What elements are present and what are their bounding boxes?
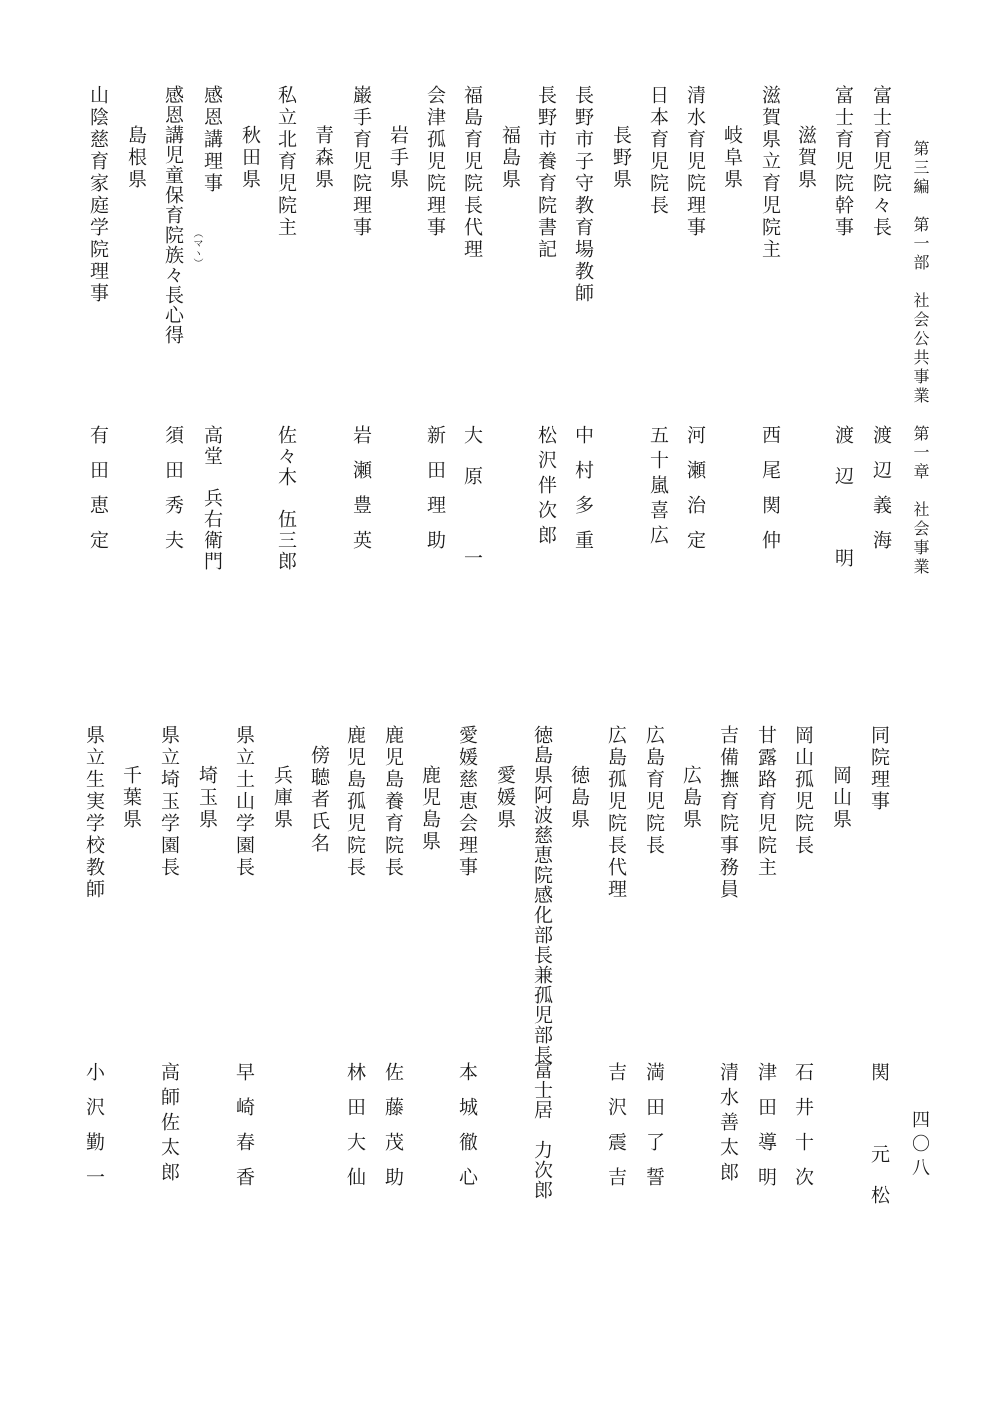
- entry-title: 徳島県阿波慈恵院感化部長兼孤児部長: [531, 725, 553, 1065]
- prefecture-heading: 埼玉県: [196, 765, 218, 831]
- entry-title: 富士育児院幹事: [832, 85, 854, 239]
- entry-name: 中村多重: [572, 425, 594, 565]
- entry-title: 県立埼玉学園長: [158, 725, 180, 879]
- entry-title: 山陰慈育家庭学院理事: [87, 85, 109, 305]
- entry-title: 県立生実学校教師: [83, 725, 105, 901]
- prefecture-heading: 兵庫県: [271, 765, 293, 831]
- prefecture-heading: 島根県: [125, 125, 147, 191]
- entry-title: 日本育児院長: [647, 85, 669, 217]
- entry-name: 早崎春香: [233, 1062, 255, 1202]
- entry-name: 佐々木 伍三郎: [275, 425, 297, 572]
- entry-title: 広島孤児院長代理: [605, 725, 627, 901]
- prefecture-heading: 青森県: [312, 125, 334, 191]
- entry-name: 本城徹心: [456, 1062, 478, 1202]
- prefecture-heading: 千葉県: [120, 765, 142, 831]
- entry-title: 清水育児院理事: [684, 85, 706, 239]
- prefecture-heading: 広島県: [680, 765, 702, 831]
- entry-title: 岡山孤児院長: [792, 725, 814, 857]
- entry-name: 河瀬治定: [684, 425, 706, 565]
- entry-name: 津田導明: [755, 1062, 777, 1202]
- entry-title: 同院理事: [868, 725, 890, 813]
- entry-name: 林田大仙: [344, 1062, 366, 1202]
- prefecture-heading: 岡山県: [830, 765, 852, 831]
- prefecture-heading: 岐阜県: [721, 125, 743, 191]
- entry-title: 愛媛慈恵会理事: [456, 725, 478, 879]
- prefecture-heading: 徳島県: [568, 765, 590, 831]
- entry-name: 石井十次: [792, 1062, 814, 1202]
- entry-title: 県立土山学園長: [233, 725, 255, 879]
- entry-name: 大原 一: [461, 425, 483, 589]
- page-number: 四〇八: [909, 1110, 930, 1182]
- entry-title: 鹿児島孤児院長: [344, 725, 366, 879]
- entry-name: 関 元松: [868, 1062, 890, 1226]
- entry-title: 長野市子守教育場教師: [572, 85, 594, 305]
- entry-name: 五十嵐喜広: [647, 425, 669, 550]
- prefecture-heading: 秋田県: [239, 125, 261, 191]
- prefecture-heading: 鹿児島県: [419, 765, 441, 853]
- entry-name: 清水善太郎: [717, 1062, 739, 1187]
- entry-name: 松沢伴次郎: [535, 425, 557, 550]
- entry-title: 感恩講児童保育院族々長心得: [162, 85, 184, 345]
- entry-name: 渡辺 明: [832, 425, 854, 589]
- prefecture-heading: 滋賀県: [795, 125, 817, 191]
- entry-name: 岩瀬豊英: [350, 425, 372, 565]
- entry-title: 会津孤児院理事: [424, 85, 446, 239]
- prefecture-heading: 愛媛県: [494, 765, 516, 831]
- entry-title: 滋賀県立育児院主: [759, 85, 781, 261]
- entry-title: 鹿児島養育院長: [382, 725, 404, 879]
- entry-name: 渡辺義海: [870, 425, 892, 565]
- entry-title: 富士育児院々長: [870, 85, 892, 239]
- entry-title: 甘露路育児院主: [755, 725, 777, 879]
- editorial-sic-mark: （マヽ）: [191, 228, 202, 268]
- prefecture-heading: 福島県: [499, 125, 521, 191]
- entry-name: 新田理助: [424, 425, 446, 565]
- entry-name: 須田秀夫: [162, 425, 184, 565]
- entry-title: 長野市養育院書記: [535, 85, 557, 261]
- entry-name: 満田了誓: [643, 1062, 665, 1202]
- entry-title: 巌手育児院理事: [350, 85, 372, 239]
- entry-name: 小沢勤一: [83, 1062, 105, 1202]
- entry-name: 佐藤茂助: [382, 1062, 404, 1202]
- entry-name: 高師佐太郎: [158, 1062, 180, 1187]
- entry-title: 吉備撫育院事務員: [717, 725, 739, 901]
- entry-name: 高堂 兵右衛門: [201, 425, 223, 572]
- entry-name: 吉沢震吉: [605, 1062, 627, 1202]
- entry-title: 私立北育児院主: [275, 85, 297, 239]
- prefecture-heading: 岩手県: [387, 125, 409, 191]
- entry-name: 有田恵定: [87, 425, 109, 565]
- section-heading: 傍聴者氏名: [308, 745, 330, 855]
- entry-title: 福島育児院長代理: [461, 85, 483, 261]
- entry-name: 富士居 力次郎: [531, 1060, 553, 1200]
- page-header: 第三編 第一部 社会公共事業 第一章 社会事業: [911, 140, 930, 577]
- entry-title: 感恩講理事: [201, 85, 223, 195]
- entry-title: 広島育児院長: [643, 725, 665, 857]
- entry-name: 西尾関仲: [759, 425, 781, 565]
- prefecture-heading: 長野県: [610, 125, 632, 191]
